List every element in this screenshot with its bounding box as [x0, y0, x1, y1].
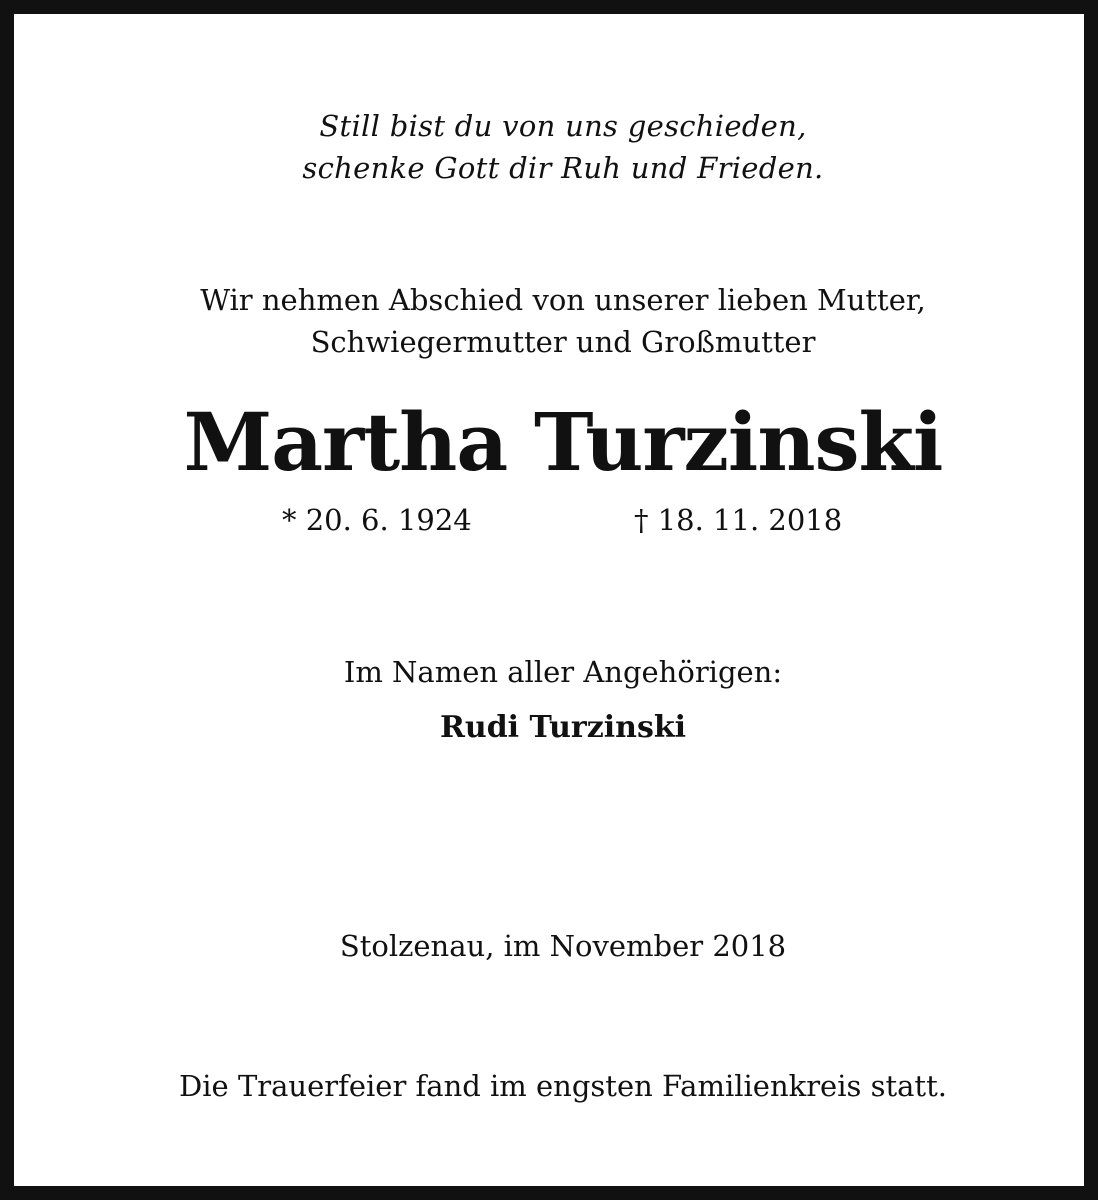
intro-line-2: Schwiegermutter und Großmutter — [310, 325, 816, 359]
place-and-date: Stolzenau, im November 2018 — [339, 929, 787, 963]
intro-line-1: Wir nehmen Abschied von unserer lieben Mutter, — [200, 283, 926, 317]
death-date: † 18. 11. 2018 — [634, 503, 843, 537]
birth-date: * 20. 6. 1924 — [282, 503, 472, 537]
on-behalf-label: Im Namen aller Angehörigen: — [343, 655, 783, 689]
deceased-name: Martha Turzinski — [183, 395, 943, 489]
verse-line-1: Still bist du von uns geschieden, — [319, 109, 807, 143]
funeral-notice: Die Trauerfeier fand im engsten Familienkreis statt. — [179, 1069, 947, 1103]
verse-line-2: schenke Gott dir Ruh und Frieden. — [302, 151, 824, 185]
signer-name: Rudi Turzinski — [439, 710, 687, 745]
